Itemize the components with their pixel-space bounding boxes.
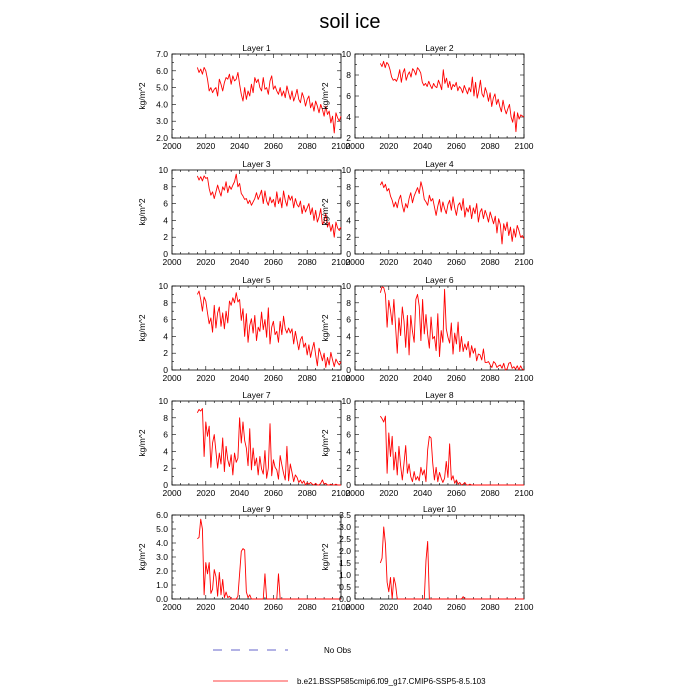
x-tick-label: 2080 — [297, 257, 317, 267]
x-tick-label: 2080 — [480, 602, 500, 612]
x-tick-label: 2000 — [162, 257, 182, 267]
series-line — [380, 182, 524, 244]
y-axis-label: kg/m^2 — [320, 198, 330, 226]
x-tick-label: 2060 — [446, 488, 466, 498]
y-tick-label: 10 — [341, 396, 351, 406]
x-tick-label: 2080 — [297, 602, 317, 612]
y-tick-label: 8 — [163, 181, 168, 192]
plot-frame — [172, 515, 341, 599]
x-tick-label: 2100 — [514, 488, 534, 498]
panel-title: Layer 9 — [242, 504, 271, 514]
y-tick-label: 6 — [163, 314, 168, 325]
x-tick-label: 2040 — [413, 488, 433, 498]
x-tick-label: 2100 — [331, 602, 351, 612]
x-tick-label: 2000 — [345, 488, 365, 498]
y-tick-label: 10 — [341, 281, 351, 291]
y-tick-label: 6 — [346, 429, 351, 440]
panel-layer-6 — [320, 275, 534, 383]
x-tick-label: 2100 — [331, 373, 351, 383]
x-tick-label: 2060 — [446, 141, 466, 151]
x-tick-label: 2100 — [514, 257, 534, 267]
series-line — [380, 527, 524, 599]
y-tick-label: 0 — [346, 480, 351, 490]
y-tick-label: 2 — [163, 232, 168, 243]
y-tick-label: 10 — [158, 396, 168, 406]
y-tick-label: 7.0 — [156, 49, 168, 59]
x-tick-label: 2100 — [514, 602, 534, 612]
x-tick-label: 2060 — [263, 141, 283, 151]
y-tick-label: 0.5 — [339, 582, 351, 592]
x-tick-label: 2040 — [413, 257, 433, 267]
y-tick-label: 2 — [163, 463, 168, 474]
y-axis-label: kg/m^2 — [320, 314, 330, 342]
panel-title: Layer 4 — [425, 159, 454, 169]
y-tick-label: 8 — [346, 181, 351, 192]
x-tick-label: 2060 — [263, 373, 283, 383]
x-tick-label: 2020 — [196, 257, 216, 267]
y-tick-label: 0 — [163, 365, 168, 375]
panel-layer-7 — [137, 390, 351, 498]
x-tick-label: 2040 — [413, 602, 433, 612]
panel-title: Layer 2 — [425, 43, 454, 53]
y-tick-label: 6.0 — [156, 510, 168, 520]
panel-title: Layer 8 — [425, 390, 454, 400]
x-tick-label: 2000 — [162, 488, 182, 498]
y-axis-label: kg/m^2 — [137, 429, 147, 457]
y-tick-label: 3.5 — [339, 510, 351, 520]
y-axis-label: kg/m^2 — [137, 198, 147, 226]
y-tick-label: 0 — [163, 480, 168, 490]
x-tick-label: 2000 — [345, 373, 365, 383]
y-tick-label: 2 — [346, 463, 351, 474]
y-tick-label: 1.5 — [339, 558, 351, 568]
y-tick-label: 10 — [341, 165, 351, 175]
x-tick-label: 2020 — [196, 602, 216, 612]
y-tick-label: 8 — [346, 297, 351, 308]
legend — [213, 646, 486, 686]
x-tick-label: 2040 — [230, 602, 250, 612]
x-tick-label: 2000 — [345, 141, 365, 151]
x-tick-label: 2000 — [162, 602, 182, 612]
x-tick-label: 2100 — [331, 257, 351, 267]
plot-frame — [355, 54, 524, 138]
x-tick-label: 2020 — [379, 257, 399, 267]
y-tick-label: 3.0 — [156, 552, 168, 562]
y-axis-label: kg/m^2 — [137, 314, 147, 342]
y-tick-label: 4 — [346, 446, 351, 457]
y-tick-label: 0 — [346, 365, 351, 375]
y-tick-label: 0.0 — [156, 594, 168, 604]
y-tick-label: 6 — [346, 91, 351, 101]
y-tick-label: 2.0 — [156, 566, 168, 576]
y-tick-label: 10 — [341, 49, 351, 59]
y-tick-label: 6.0 — [156, 65, 168, 76]
y-tick-label: 0 — [163, 249, 168, 259]
panel-layer-8 — [320, 390, 534, 498]
x-tick-label: 2040 — [230, 257, 250, 267]
y-axis-label: kg/m^2 — [137, 543, 147, 571]
x-tick-label: 2060 — [446, 602, 466, 612]
panel-title: Layer 6 — [425, 275, 454, 285]
y-tick-label: 4 — [346, 112, 351, 122]
x-tick-label: 2040 — [230, 141, 250, 151]
y-tick-label: 2.0 — [156, 133, 168, 143]
panel-title: Layer 5 — [242, 275, 271, 285]
x-tick-label: 2020 — [379, 488, 399, 498]
series-line — [380, 416, 524, 485]
plot-frame — [355, 170, 524, 254]
panel-layer-2 — [320, 43, 534, 151]
panel-title: Layer 10 — [422, 504, 457, 514]
x-tick-label: 2100 — [331, 488, 351, 498]
y-tick-label: 4 — [163, 215, 168, 226]
y-tick-label: 6 — [346, 314, 351, 325]
y-tick-label: 6 — [346, 198, 351, 209]
plot-frame — [172, 401, 341, 485]
x-tick-label: 2060 — [263, 257, 283, 267]
panel-title: Layer 3 — [242, 159, 271, 169]
x-tick-label: 2080 — [297, 373, 317, 383]
x-tick-label: 2020 — [379, 141, 399, 151]
x-tick-label: 2100 — [331, 141, 351, 151]
x-tick-label: 2080 — [480, 257, 500, 267]
y-tick-label: 2 — [346, 133, 351, 143]
y-tick-label: 4.0 — [156, 538, 168, 548]
panel-layer-9 — [137, 504, 351, 612]
y-tick-label: 10 — [158, 165, 168, 175]
y-tick-label: 4.0 — [156, 99, 168, 110]
x-tick-label: 2080 — [480, 141, 500, 151]
x-tick-label: 2060 — [263, 602, 283, 612]
legend-model-label: b.e21.BSSP585cmip6.f09_g17.CMIP6-SSP5-8.5.103 — [297, 677, 486, 686]
y-tick-label: 0 — [346, 249, 351, 259]
y-tick-label: 8 — [346, 412, 351, 423]
y-tick-label: 4 — [163, 446, 168, 457]
y-tick-label: 10 — [158, 281, 168, 291]
y-axis-label: kg/m^2 — [320, 429, 330, 457]
x-tick-label: 2080 — [297, 488, 317, 498]
panels-group — [137, 43, 534, 612]
x-tick-label: 2060 — [263, 488, 283, 498]
y-tick-label: 1.0 — [339, 570, 351, 580]
y-tick-label: 2.0 — [339, 546, 351, 556]
panel-layer-4 — [320, 159, 534, 267]
x-tick-label: 2040 — [230, 488, 250, 498]
x-tick-label: 2080 — [480, 488, 500, 498]
panel-layer-10 — [320, 504, 534, 612]
x-tick-label: 2100 — [514, 141, 534, 151]
legend-obs-label: No Obs — [324, 646, 352, 655]
y-tick-label: 2.5 — [339, 534, 351, 544]
y-tick-label: 8 — [346, 70, 351, 80]
y-tick-label: 4 — [163, 331, 168, 342]
y-tick-label: 8 — [163, 297, 168, 308]
y-axis-label: kg/m^2 — [320, 82, 330, 110]
x-tick-label: 2020 — [379, 602, 399, 612]
x-tick-label: 2040 — [413, 373, 433, 383]
y-tick-label: 5.0 — [156, 82, 168, 93]
y-tick-label: 2 — [346, 348, 351, 359]
x-tick-label: 2100 — [514, 373, 534, 383]
x-tick-label: 2040 — [413, 141, 433, 151]
series-line — [380, 287, 524, 370]
x-tick-label: 2040 — [230, 373, 250, 383]
y-tick-label: 4 — [346, 331, 351, 342]
y-axis-label: kg/m^2 — [320, 543, 330, 571]
y-tick-label: 3.0 — [156, 116, 168, 127]
y-tick-label: 0.0 — [339, 594, 351, 604]
y-tick-label: 6 — [163, 198, 168, 209]
panel-title: Layer 1 — [242, 43, 271, 53]
x-tick-label: 2080 — [480, 373, 500, 383]
y-tick-label: 2 — [346, 232, 351, 243]
x-tick-label: 2020 — [379, 373, 399, 383]
panel-layer-1 — [137, 43, 351, 151]
x-tick-label: 2000 — [162, 141, 182, 151]
x-tick-label: 2020 — [196, 488, 216, 498]
plot-frame — [355, 515, 524, 599]
plot-frame — [355, 286, 524, 370]
plot-frame — [172, 54, 341, 138]
x-tick-label: 2020 — [196, 141, 216, 151]
x-tick-label: 2080 — [297, 141, 317, 151]
x-tick-label: 2000 — [345, 257, 365, 267]
y-tick-label: 8 — [163, 412, 168, 423]
figure-title: soil ice — [319, 11, 381, 33]
x-tick-label: 2000 — [345, 602, 365, 612]
panel-layer-5 — [137, 275, 351, 383]
x-tick-label: 2060 — [446, 257, 466, 267]
x-tick-label: 2060 — [446, 373, 466, 383]
y-tick-label: 2 — [163, 348, 168, 359]
y-tick-label: 6 — [163, 429, 168, 440]
panel-title: Layer 7 — [242, 390, 271, 400]
x-tick-label: 2020 — [196, 373, 216, 383]
series-line — [380, 61, 524, 131]
y-axis-label: kg/m^2 — [137, 82, 147, 110]
y-tick-label: 4 — [346, 215, 351, 226]
x-tick-label: 2000 — [162, 373, 182, 383]
y-tick-label: 1.0 — [156, 580, 168, 590]
y-tick-label: 3.0 — [339, 522, 351, 532]
y-tick-label: 5.0 — [156, 524, 168, 534]
panel-layer-3 — [137, 159, 351, 267]
